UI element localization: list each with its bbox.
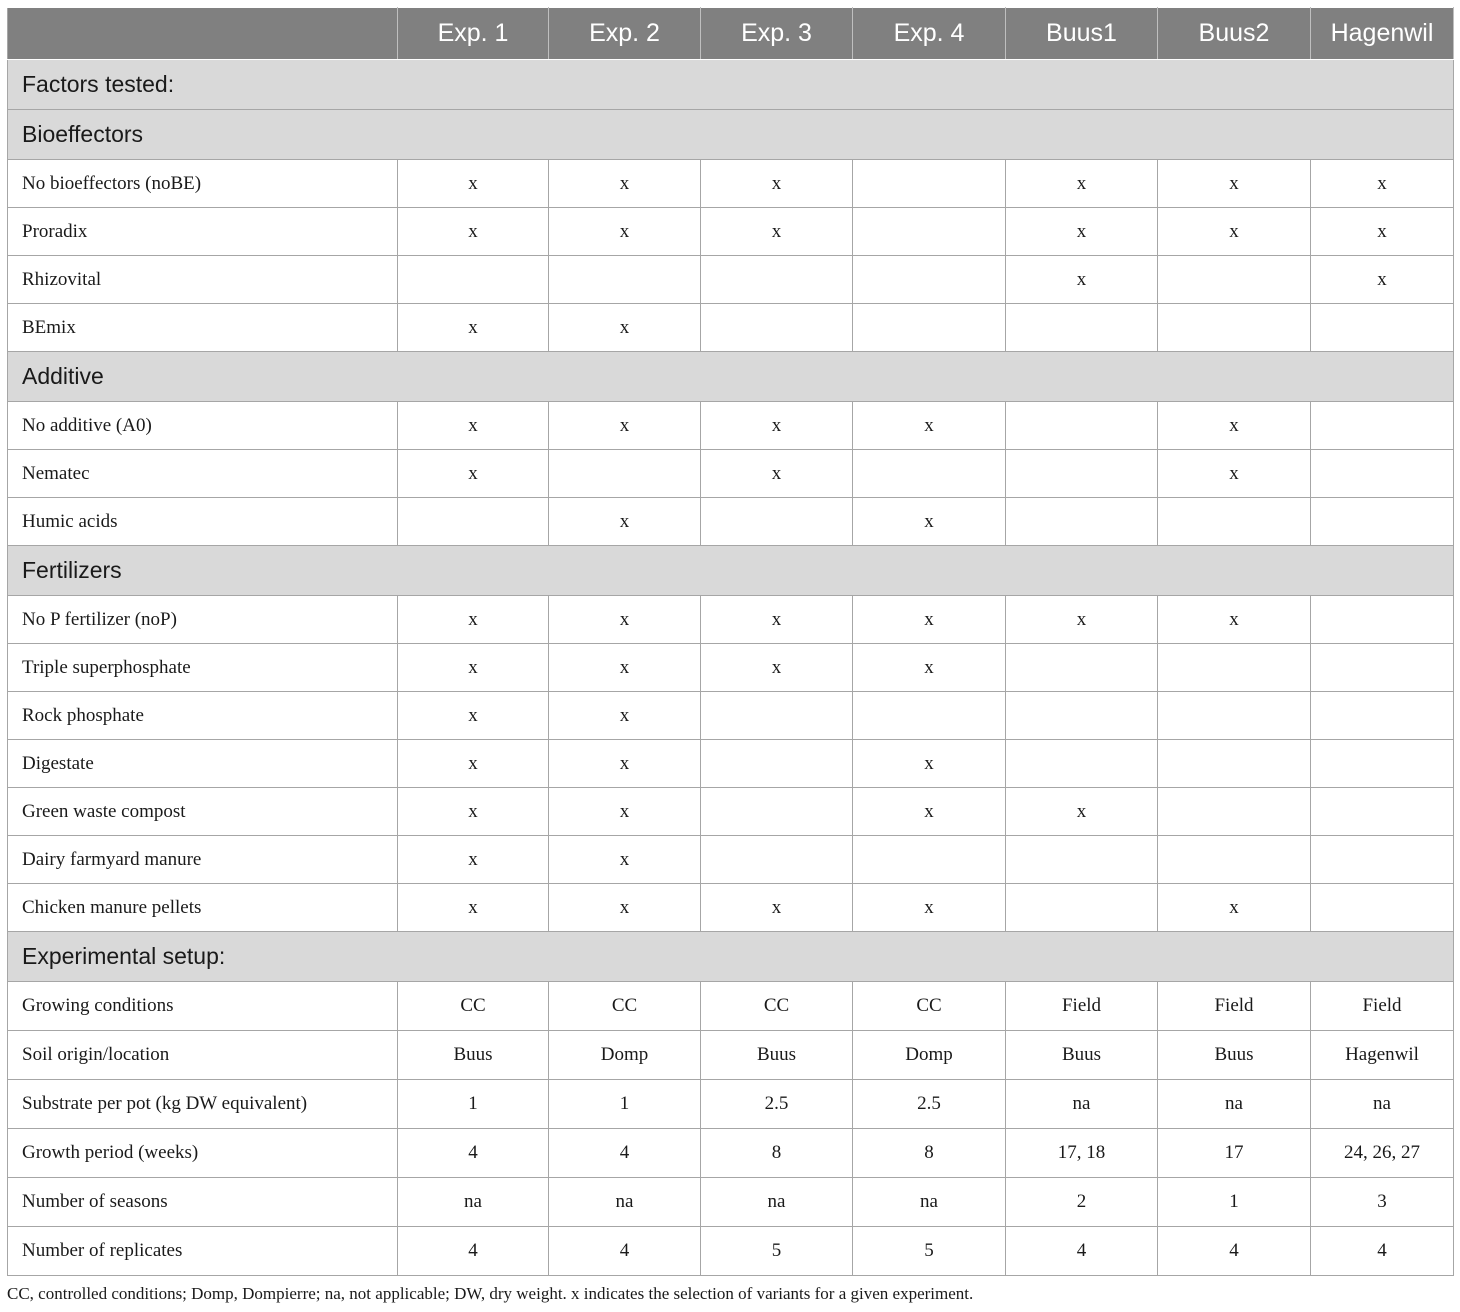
table-cell: [1311, 836, 1454, 884]
table-cell: 1: [398, 1080, 549, 1129]
table-cell: x: [1158, 160, 1311, 208]
table-cell: 2: [1006, 1178, 1158, 1227]
table-cell: [1006, 450, 1158, 498]
factors-table: [7, 7, 1454, 1276]
table-cell: [1311, 644, 1454, 692]
table-cell: x: [1311, 256, 1454, 304]
table-cell: [1006, 644, 1158, 692]
table-row: [8, 740, 1454, 788]
table-cell: na: [1006, 1080, 1158, 1129]
table-cell: na: [398, 1178, 549, 1227]
table-cell: Buus: [398, 1031, 549, 1080]
table-row: [8, 256, 1454, 304]
section-title: Factors tested:: [8, 60, 1454, 110]
table-cell: 1: [549, 1080, 701, 1129]
table-cell: x: [1006, 788, 1158, 836]
table-cell: 4: [398, 1129, 549, 1178]
row-label: No P fertilizer (noP): [8, 596, 398, 644]
table-row: [8, 884, 1454, 932]
table-cell: [1311, 788, 1454, 836]
table-cell: x: [1158, 208, 1311, 256]
table-cell: [853, 450, 1006, 498]
table-cell: [1311, 304, 1454, 352]
table-cell: x: [398, 836, 549, 884]
table-cell: CC: [549, 982, 701, 1031]
table-cell: x: [549, 740, 701, 788]
header-row: [8, 8, 1454, 60]
table-cell: 4: [1006, 1227, 1158, 1276]
table-cell: [1311, 692, 1454, 740]
row-label: Proradix: [8, 208, 398, 256]
section-additive: [8, 352, 1454, 402]
table-cell: x: [398, 304, 549, 352]
table-cell: [1158, 740, 1311, 788]
table-cell: Hagenwil: [1311, 1031, 1454, 1080]
table-cell: 17: [1158, 1129, 1311, 1178]
table-cell: 4: [1158, 1227, 1311, 1276]
table-row: [8, 644, 1454, 692]
table-row: [8, 596, 1454, 644]
table-cell: Field: [1158, 982, 1311, 1031]
table-cell: [853, 836, 1006, 884]
table-cell: 5: [701, 1227, 853, 1276]
table-cell: Domp: [549, 1031, 701, 1080]
table-cell: 24, 26, 27: [1311, 1129, 1454, 1178]
section-title: Bioeffectors: [8, 110, 1454, 160]
table-cell: x: [549, 402, 701, 450]
table-cell: x: [1158, 884, 1311, 932]
table-cell: [853, 256, 1006, 304]
table-cell: CC: [853, 982, 1006, 1031]
table-cell: x: [853, 596, 1006, 644]
table-row: [8, 1227, 1454, 1276]
table-cell: [1158, 498, 1311, 546]
section-experimental-setup: [8, 932, 1454, 982]
table-cell: 5: [853, 1227, 1006, 1276]
table-cell: x: [398, 644, 549, 692]
table-cell: x: [853, 402, 1006, 450]
table-cell: [1006, 402, 1158, 450]
table-cell: CC: [398, 982, 549, 1031]
table-cell: [398, 498, 549, 546]
table-cell: x: [398, 740, 549, 788]
table-cell: x: [1311, 208, 1454, 256]
table-cell: x: [549, 160, 701, 208]
header-cell-exp4: Exp. 4: [853, 8, 1006, 60]
table-cell: Domp: [853, 1031, 1006, 1080]
table-row: [8, 208, 1454, 256]
table-cell: 2.5: [853, 1080, 1006, 1129]
table-cell: [1158, 644, 1311, 692]
table-cell: [1006, 498, 1158, 546]
table-cell: x: [398, 596, 549, 644]
table-cell: [1311, 402, 1454, 450]
table-cell: [1006, 884, 1158, 932]
row-label: Soil origin/location: [8, 1031, 398, 1080]
row-label: Number of seasons: [8, 1178, 398, 1227]
table-cell: x: [549, 644, 701, 692]
table-cell: [701, 788, 853, 836]
table-row: [8, 1178, 1454, 1227]
table-cell: [1311, 498, 1454, 546]
table-cell: 3: [1311, 1178, 1454, 1227]
header-cell-label: [8, 8, 398, 60]
table-cell: [1158, 256, 1311, 304]
row-label: Humic acids: [8, 498, 398, 546]
table-cell: x: [853, 884, 1006, 932]
table-cell: 2.5: [701, 1080, 853, 1129]
header-cell-exp3: Exp. 3: [701, 8, 853, 60]
table-cell: [1006, 304, 1158, 352]
table-footnote: CC, controlled conditions; Domp, Dompierre; na, not applicable; DW, dry weight. x indicates the selection of variants for a given experiment.: [7, 1284, 974, 1303]
row-label: Triple superphosphate: [8, 644, 398, 692]
section-fertilizers: [8, 546, 1454, 596]
table-cell: [1158, 788, 1311, 836]
table-cell: CC: [701, 982, 853, 1031]
table-cell: x: [1006, 596, 1158, 644]
table-cell: [1311, 596, 1454, 644]
table-cell: x: [1158, 450, 1311, 498]
table-cell: 4: [398, 1227, 549, 1276]
table-cell: [701, 836, 853, 884]
table-cell: x: [398, 402, 549, 450]
table-cell: Field: [1311, 982, 1454, 1031]
header-cell-buus1: Buus1: [1006, 8, 1158, 60]
table-cell: 4: [1311, 1227, 1454, 1276]
table-row: [8, 836, 1454, 884]
header-cell-hagenwil: Hagenwil: [1311, 8, 1454, 60]
table-cell: na: [1311, 1080, 1454, 1129]
row-label: Growing conditions: [8, 982, 398, 1031]
table-cell: x: [549, 596, 701, 644]
table-row: [8, 402, 1454, 450]
table-cell: x: [701, 884, 853, 932]
table-cell: Buus: [1158, 1031, 1311, 1080]
row-label: Green waste compost: [8, 788, 398, 836]
table-cell: [701, 256, 853, 304]
table-cell: x: [853, 498, 1006, 546]
table-cell: [1006, 692, 1158, 740]
table-cell: x: [398, 450, 549, 498]
table-cell: x: [1006, 256, 1158, 304]
table-cell: Buus: [701, 1031, 853, 1080]
table-cell: [1158, 836, 1311, 884]
table-cell: x: [1158, 402, 1311, 450]
table-cell: x: [398, 884, 549, 932]
table-cell: [853, 304, 1006, 352]
section-title: Additive: [8, 352, 1454, 402]
table-cell: x: [398, 788, 549, 836]
table-cell: x: [398, 160, 549, 208]
table-cell: x: [549, 884, 701, 932]
table-cell: 4: [549, 1227, 701, 1276]
table-cell: na: [1158, 1080, 1311, 1129]
header-cell-buus2: Buus2: [1158, 8, 1311, 60]
table-cell: 1: [1158, 1178, 1311, 1227]
table-cell: [1158, 692, 1311, 740]
row-label: BEmix: [8, 304, 398, 352]
table-cell: x: [853, 644, 1006, 692]
row-label: No additive (A0): [8, 402, 398, 450]
table-cell: x: [701, 644, 853, 692]
table-cell: na: [853, 1178, 1006, 1227]
table-cell: [1311, 884, 1454, 932]
table-row: [8, 304, 1454, 352]
table-cell: x: [549, 498, 701, 546]
section-factors-tested: [8, 60, 1454, 110]
section-title: Fertilizers: [8, 546, 1454, 596]
table-cell: x: [853, 740, 1006, 788]
row-label: Rock phosphate: [8, 692, 398, 740]
table-cell: Field: [1006, 982, 1158, 1031]
table-cell: [853, 208, 1006, 256]
table-cell: [398, 256, 549, 304]
table-cell: [701, 498, 853, 546]
header-cell-exp2: Exp. 2: [549, 8, 701, 60]
table-row: [8, 1031, 1454, 1080]
row-label: Dairy farmyard manure: [8, 836, 398, 884]
table-cell: x: [549, 788, 701, 836]
table-cell: [1006, 836, 1158, 884]
table-cell: [701, 740, 853, 788]
table-row: [8, 450, 1454, 498]
table-cell: 8: [701, 1129, 853, 1178]
table-cell: [853, 692, 1006, 740]
row-label: Nematec: [8, 450, 398, 498]
table-row: [8, 1080, 1454, 1129]
table-cell: x: [549, 304, 701, 352]
table-cell: x: [549, 208, 701, 256]
table-cell: x: [701, 450, 853, 498]
section-title: Experimental setup:: [8, 932, 1454, 982]
row-label: Digestate: [8, 740, 398, 788]
table-cell: 8: [853, 1129, 1006, 1178]
table-row: [8, 692, 1454, 740]
table-cell: [853, 160, 1006, 208]
table-cell: na: [549, 1178, 701, 1227]
row-label: Rhizovital: [8, 256, 398, 304]
table-cell: [701, 692, 853, 740]
table-cell: x: [549, 836, 701, 884]
table-cell: [701, 304, 853, 352]
table-cell: x: [1006, 208, 1158, 256]
table-cell: [1311, 450, 1454, 498]
table-cell: x: [701, 596, 853, 644]
table-row: [8, 788, 1454, 836]
table-cell: x: [701, 402, 853, 450]
header-cell-exp1: Exp. 1: [398, 8, 549, 60]
table-cell: x: [549, 692, 701, 740]
row-label: Substrate per pot (kg DW equivalent): [8, 1080, 398, 1129]
row-label: Chicken manure pellets: [8, 884, 398, 932]
row-label: Growth period (weeks): [8, 1129, 398, 1178]
row-label: Number of replicates: [8, 1227, 398, 1276]
table-cell: [1311, 740, 1454, 788]
table-cell: x: [701, 160, 853, 208]
table-cell: 4: [549, 1129, 701, 1178]
table-cell: x: [1158, 596, 1311, 644]
table-cell: na: [701, 1178, 853, 1227]
table-cell: x: [1311, 160, 1454, 208]
table-row: [8, 160, 1454, 208]
table-cell: [1158, 304, 1311, 352]
table-cell: x: [853, 788, 1006, 836]
table-cell: x: [398, 692, 549, 740]
row-label: No bioeffectors (noBE): [8, 160, 398, 208]
table-cell: [549, 450, 701, 498]
table-row: [8, 1129, 1454, 1178]
table-row: [8, 498, 1454, 546]
section-bioeffectors: [8, 110, 1454, 160]
table-cell: Buus: [1006, 1031, 1158, 1080]
table-cell: 17, 18: [1006, 1129, 1158, 1178]
table-cell: [1006, 740, 1158, 788]
table-cell: x: [398, 208, 549, 256]
table-cell: x: [701, 208, 853, 256]
table-cell: [549, 256, 701, 304]
table-row: [8, 982, 1454, 1031]
table-cell: x: [1006, 160, 1158, 208]
